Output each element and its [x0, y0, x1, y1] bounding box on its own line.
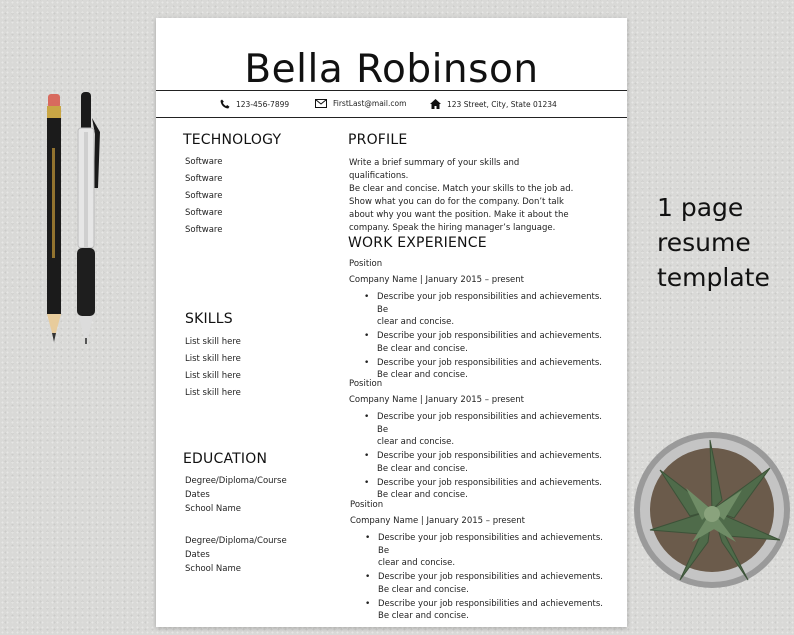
profile-summary — [349, 157, 574, 235]
profile-line: about why you want the position. Make it about the — [349, 210, 569, 220]
list-item: List skill here — [185, 371, 241, 381]
tagline — [657, 190, 770, 295]
education-entry — [185, 474, 287, 516]
profile-line: Write a brief summary of your skills and qualifications. — [349, 158, 520, 181]
job-bullets — [349, 291, 609, 382]
list-item: Software — [185, 208, 223, 218]
profile-line: company. Speak the hiring manager’s language. — [349, 223, 556, 233]
profile-line: Show what you can do for the company. Don’t talk — [349, 197, 564, 207]
profile-line: Be clear and concise. Match your skills to the job ad. — [349, 184, 574, 194]
degree-text: Degree/Diploma/Course — [185, 476, 287, 486]
list-item: List skill here — [185, 337, 241, 347]
phone-text: 123-456-7899 — [236, 99, 290, 109]
technology-list — [185, 154, 222, 239]
education-heading: EDUCATION — [183, 451, 268, 467]
job-entry — [350, 498, 610, 624]
dates-text: Dates — [185, 550, 210, 560]
resume-page — [156, 18, 627, 627]
list-item: Software — [185, 225, 223, 235]
job-position: Position — [350, 500, 384, 510]
job-bullets — [350, 532, 610, 623]
home-icon — [430, 99, 441, 109]
bullet-item: • Describe your job responsibilities and achievements. Be clear and concise. — [377, 357, 609, 382]
bullet-item: • Describe your job responsibilities and achievements. Be clear and concise. — [378, 532, 610, 570]
tagline-line: 1 page — [657, 193, 744, 222]
email-text: FirstLast@mail.com — [333, 99, 407, 108]
bullet-item: • Describe your job responsibilities and achievements. Be clear and concise. — [377, 411, 609, 449]
school-text: School Name — [185, 504, 241, 514]
bullet-item: • Describe your job responsibilities and achievements. Be clear and concise. — [377, 450, 609, 475]
list-item: Software — [185, 157, 223, 167]
job-bullets — [349, 411, 609, 502]
skills-heading: SKILLS — [185, 311, 233, 327]
tagline-line: template — [657, 263, 770, 292]
bullet-item: • Describe your job responsibilities and achievements. Be clear and concise. — [377, 330, 609, 355]
address-text: 123 Street, City, State 01234 — [447, 99, 557, 109]
job-entry — [349, 377, 609, 503]
job-position: Position — [349, 379, 383, 389]
bullet-item: • Describe your job responsibilities and achievements. Be clear and concise. — [378, 598, 610, 623]
job-entry — [349, 257, 609, 383]
dates-text: Dates — [185, 490, 210, 500]
envelope-icon — [315, 99, 327, 108]
education-entry — [185, 534, 287, 576]
degree-text: Degree/Diploma/Course — [185, 536, 287, 546]
job-company: Company Name | January 2015 – present — [349, 395, 525, 405]
school-text: School Name — [185, 564, 241, 574]
job-company: Company Name | January 2015 – present — [350, 516, 526, 526]
phone-icon — [220, 99, 230, 109]
technology-heading: TECHNOLOGY — [183, 132, 282, 148]
contact-address — [430, 99, 557, 109]
skills-list — [185, 334, 241, 402]
resume-name: Bella Robinson — [244, 47, 539, 92]
bullet-item: • Describe your job responsibilities and achievements. Be clear and concise. — [377, 477, 609, 502]
contact-email — [315, 99, 406, 108]
pen-illustration — [70, 88, 110, 350]
work-experience-heading: WORK EXPERIENCE — [348, 235, 487, 251]
list-item: Software — [185, 174, 223, 184]
contact-phone — [220, 99, 289, 109]
list-item: List skill here — [185, 354, 241, 364]
bullet-item: • Describe your job responsibilities and achievements. Be clear and concise. — [378, 571, 610, 596]
contact-bar — [156, 90, 627, 118]
bullet-item: • Describe your job responsibilities and achievements. Be clear and concise. — [377, 291, 609, 329]
succulent-plant-illustration — [630, 430, 794, 590]
job-position: Position — [349, 259, 383, 269]
pencil-illustration — [40, 88, 70, 350]
job-company: Company Name | January 2015 – present — [349, 275, 525, 285]
list-item: List skill here — [185, 388, 241, 398]
tagline-line: resume — [657, 228, 751, 257]
list-item: Software — [185, 191, 223, 201]
profile-heading: PROFILE — [348, 132, 408, 148]
